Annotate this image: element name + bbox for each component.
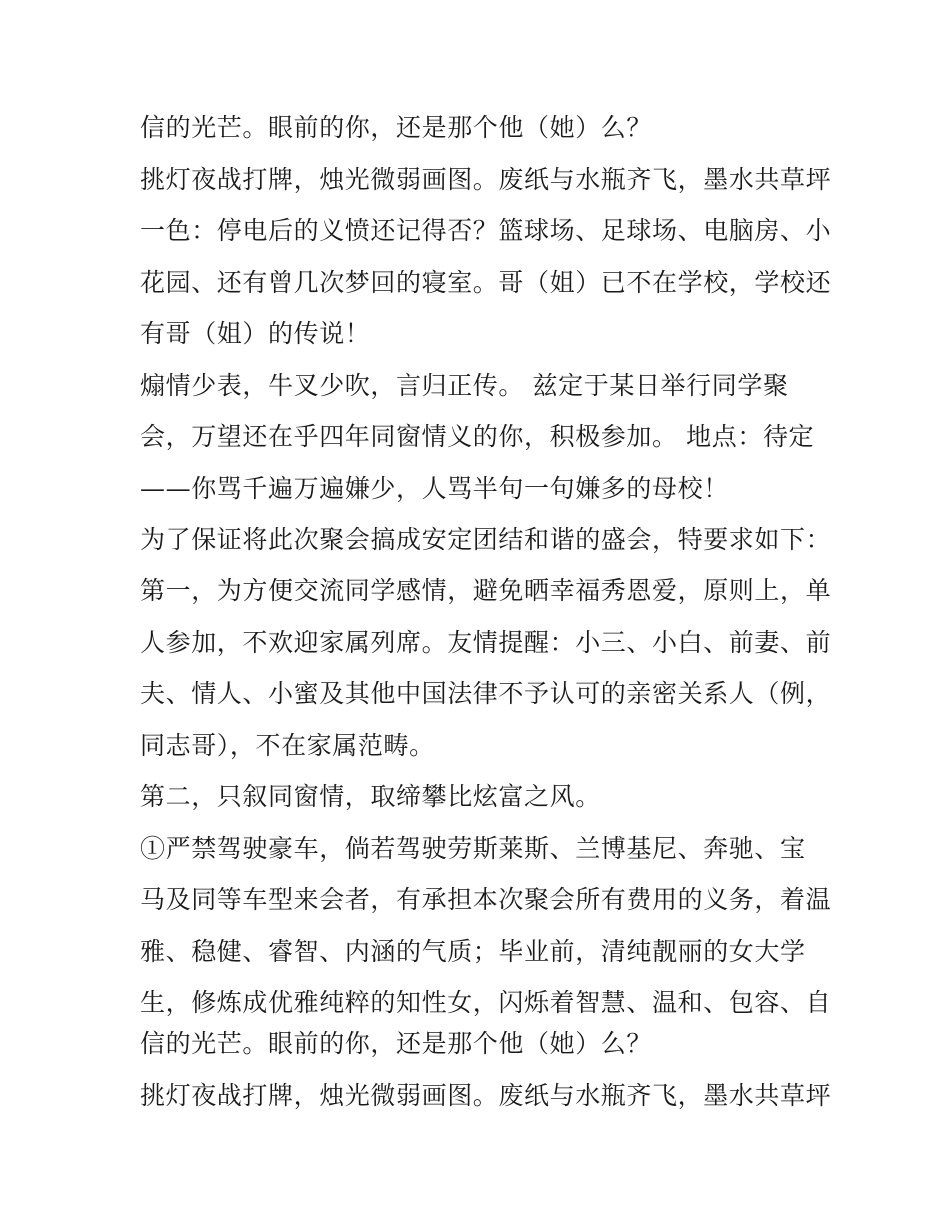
text-line: 第一，为方便交流同学感情，避免晒幸福秀恩爱，原则上，单 bbox=[140, 576, 832, 605]
text-line: 第二，只叙同窗情，取缔攀比炫富之风。 bbox=[140, 782, 601, 811]
text-line: 同志哥），不在家属范畴。 bbox=[140, 731, 435, 760]
text-line: 有哥（姐）的传说！ bbox=[140, 319, 371, 348]
text-line: 挑灯夜战打牌，烛光微弱画图。废纸与水瓶齐飞，墨水共草坪 bbox=[140, 1081, 832, 1110]
text-line: 雅、稳健、睿智、内涵的气质；毕业前，清纯靓丽的女大学 bbox=[140, 937, 806, 966]
text-line: ①严禁驾驶豪车，倘若驾驶劳斯莱斯、兰博基尼、奔驰、宝 bbox=[140, 834, 806, 863]
text-line: 一色：停电后的义愤还记得否？篮球场、足球场、电脑房、小 bbox=[140, 216, 832, 245]
text-line: ——你骂千遍万遍嫌少，人骂半句一句嫌多的母校！ bbox=[140, 474, 729, 503]
text-line: 信的光芒。眼前的你，还是那个他（她）么？ bbox=[140, 1029, 653, 1058]
text-line: 夫、情人、小蜜及其他中国法律不予认可的亲密关系人（例， bbox=[140, 679, 832, 708]
text-line: 会，万望还在乎四年同窗情义的你，积极参加。 地点：待定 bbox=[140, 422, 815, 451]
text-line: 信的光芒。眼前的你，还是那个他（她）么？ bbox=[140, 113, 653, 142]
text-line: 马及同等车型来会者，有承担本次聚会所有费用的义务，着温 bbox=[140, 885, 832, 914]
text-line: 挑灯夜战打牌，烛光微弱画图。废纸与水瓶齐飞，墨水共草坪 bbox=[140, 165, 832, 194]
text-line: 生，修炼成优雅纯粹的知性女，闪烁着智慧、温和、包容、自 bbox=[140, 988, 832, 1017]
text-line: 花园、还有曾几次梦回的寝室。哥（姐）已不在学校，学校还 bbox=[140, 268, 832, 297]
text-line: 为了保证将此次聚会搞成安定团结和谐的盛会，特要求如下： bbox=[140, 525, 832, 554]
text-line: 人参加，不欢迎家属列席。友情提醒：小三、小白、前妻、前 bbox=[140, 628, 832, 657]
text-line: 煽情少表，牛叉少吹，言归正传。 兹定于某日举行同学聚 bbox=[140, 371, 789, 400]
